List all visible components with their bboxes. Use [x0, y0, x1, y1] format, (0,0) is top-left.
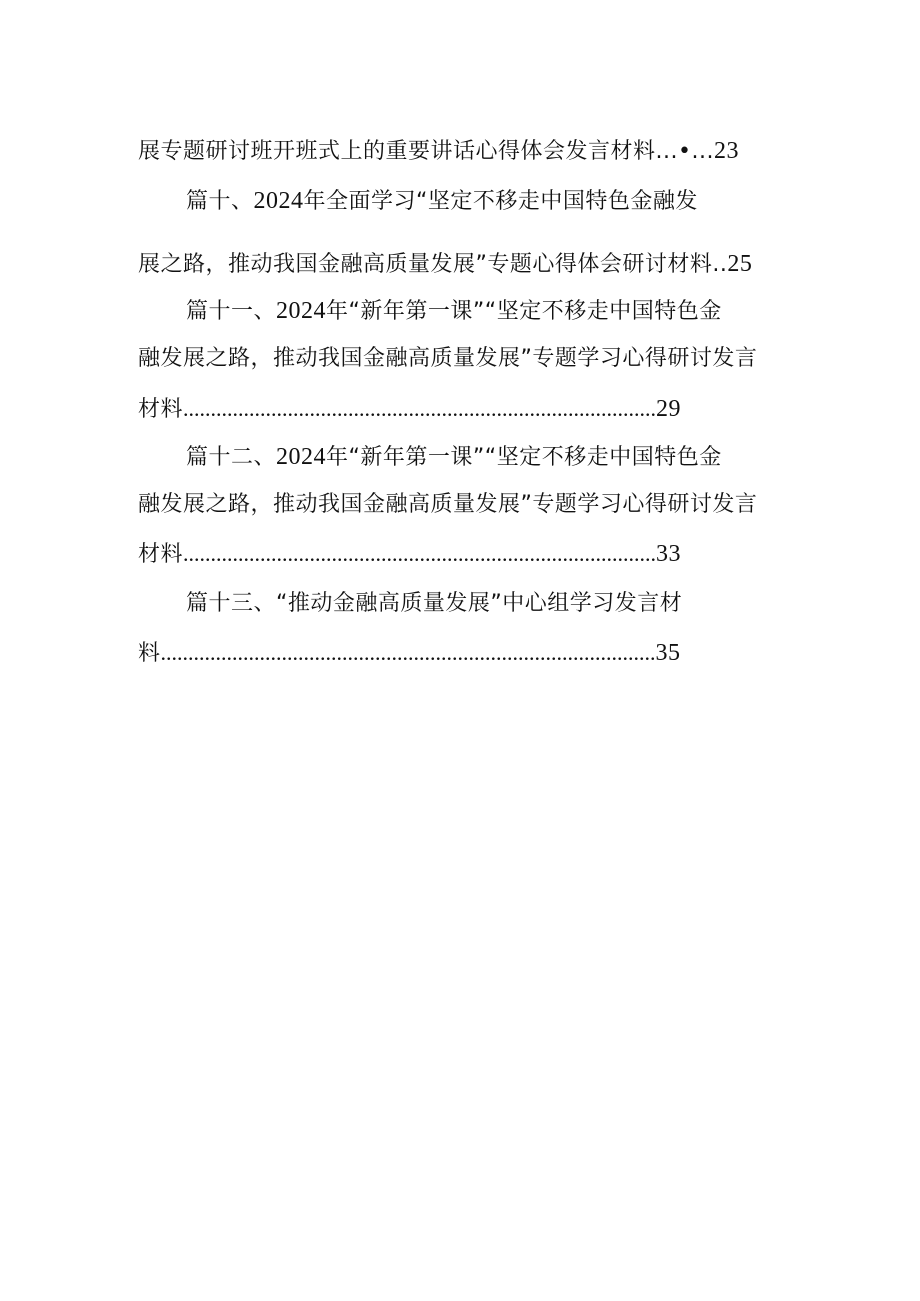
toc-line-9: [138, 539, 681, 570]
toc-entry-11-title: [186, 296, 722, 327]
toc-line-6: [138, 394, 681, 425]
toc-text: 篇十、: [186, 189, 254, 214]
toc-entry-12-title: [186, 442, 722, 473]
toc-text: 料: [138, 641, 161, 666]
page-number: 25: [727, 251, 753, 277]
leader-dots: ......................................................................................: [183, 396, 657, 421]
page-number: 33: [656, 541, 682, 567]
page-number: 23: [713, 138, 739, 164]
toc-text: 篇十二、: [186, 445, 277, 470]
toc-line-1: [138, 136, 739, 167]
page-number: 35: [655, 640, 681, 666]
toc-text: 篇十三、“推动金融高质量发展”中心组学习发言材: [186, 591, 683, 616]
toc-text: 展之路，推动我国金融高质量发展”专题心得体会研讨材料..: [138, 252, 728, 277]
toc-line-8: [138, 490, 757, 520]
toc-line-3: [138, 249, 752, 280]
toc-text: 篇十一、: [186, 299, 277, 324]
leader-dots: ..........................................................................................: [160, 640, 656, 665]
page-number: 29: [656, 396, 682, 422]
toc-entry-10-title: [186, 186, 698, 217]
year-text: 2024: [276, 298, 327, 324]
toc-text: 年“新年第一课”“坚定不移走中国特色金: [326, 445, 722, 470]
year-text: 2024: [276, 444, 327, 470]
toc-text: 年“新年第一课”“坚定不移走中国特色金: [326, 299, 722, 324]
toc-text: 年全面学习“坚定不移走中国特色金融发: [303, 189, 698, 214]
toc-text: 展专题研讨班开班式上的重要讲话心得体会发言材料...•...: [138, 139, 714, 164]
toc-entry-13-title: [186, 589, 682, 619]
toc-text: 材料: [138, 542, 184, 567]
toc-line-11: [138, 638, 681, 669]
leader-dots: ......................................................................................: [183, 541, 657, 566]
toc-text: 融发展之路，推动我国金融高质量发展”专题学习心得研讨发言: [138, 492, 758, 517]
toc-text: 材料: [138, 397, 184, 422]
toc-line-5: [138, 344, 757, 374]
toc-text: 融发展之路，推动我国金融高质量发展”专题学习心得研讨发言: [138, 346, 758, 371]
year-text: 2024: [253, 188, 304, 214]
